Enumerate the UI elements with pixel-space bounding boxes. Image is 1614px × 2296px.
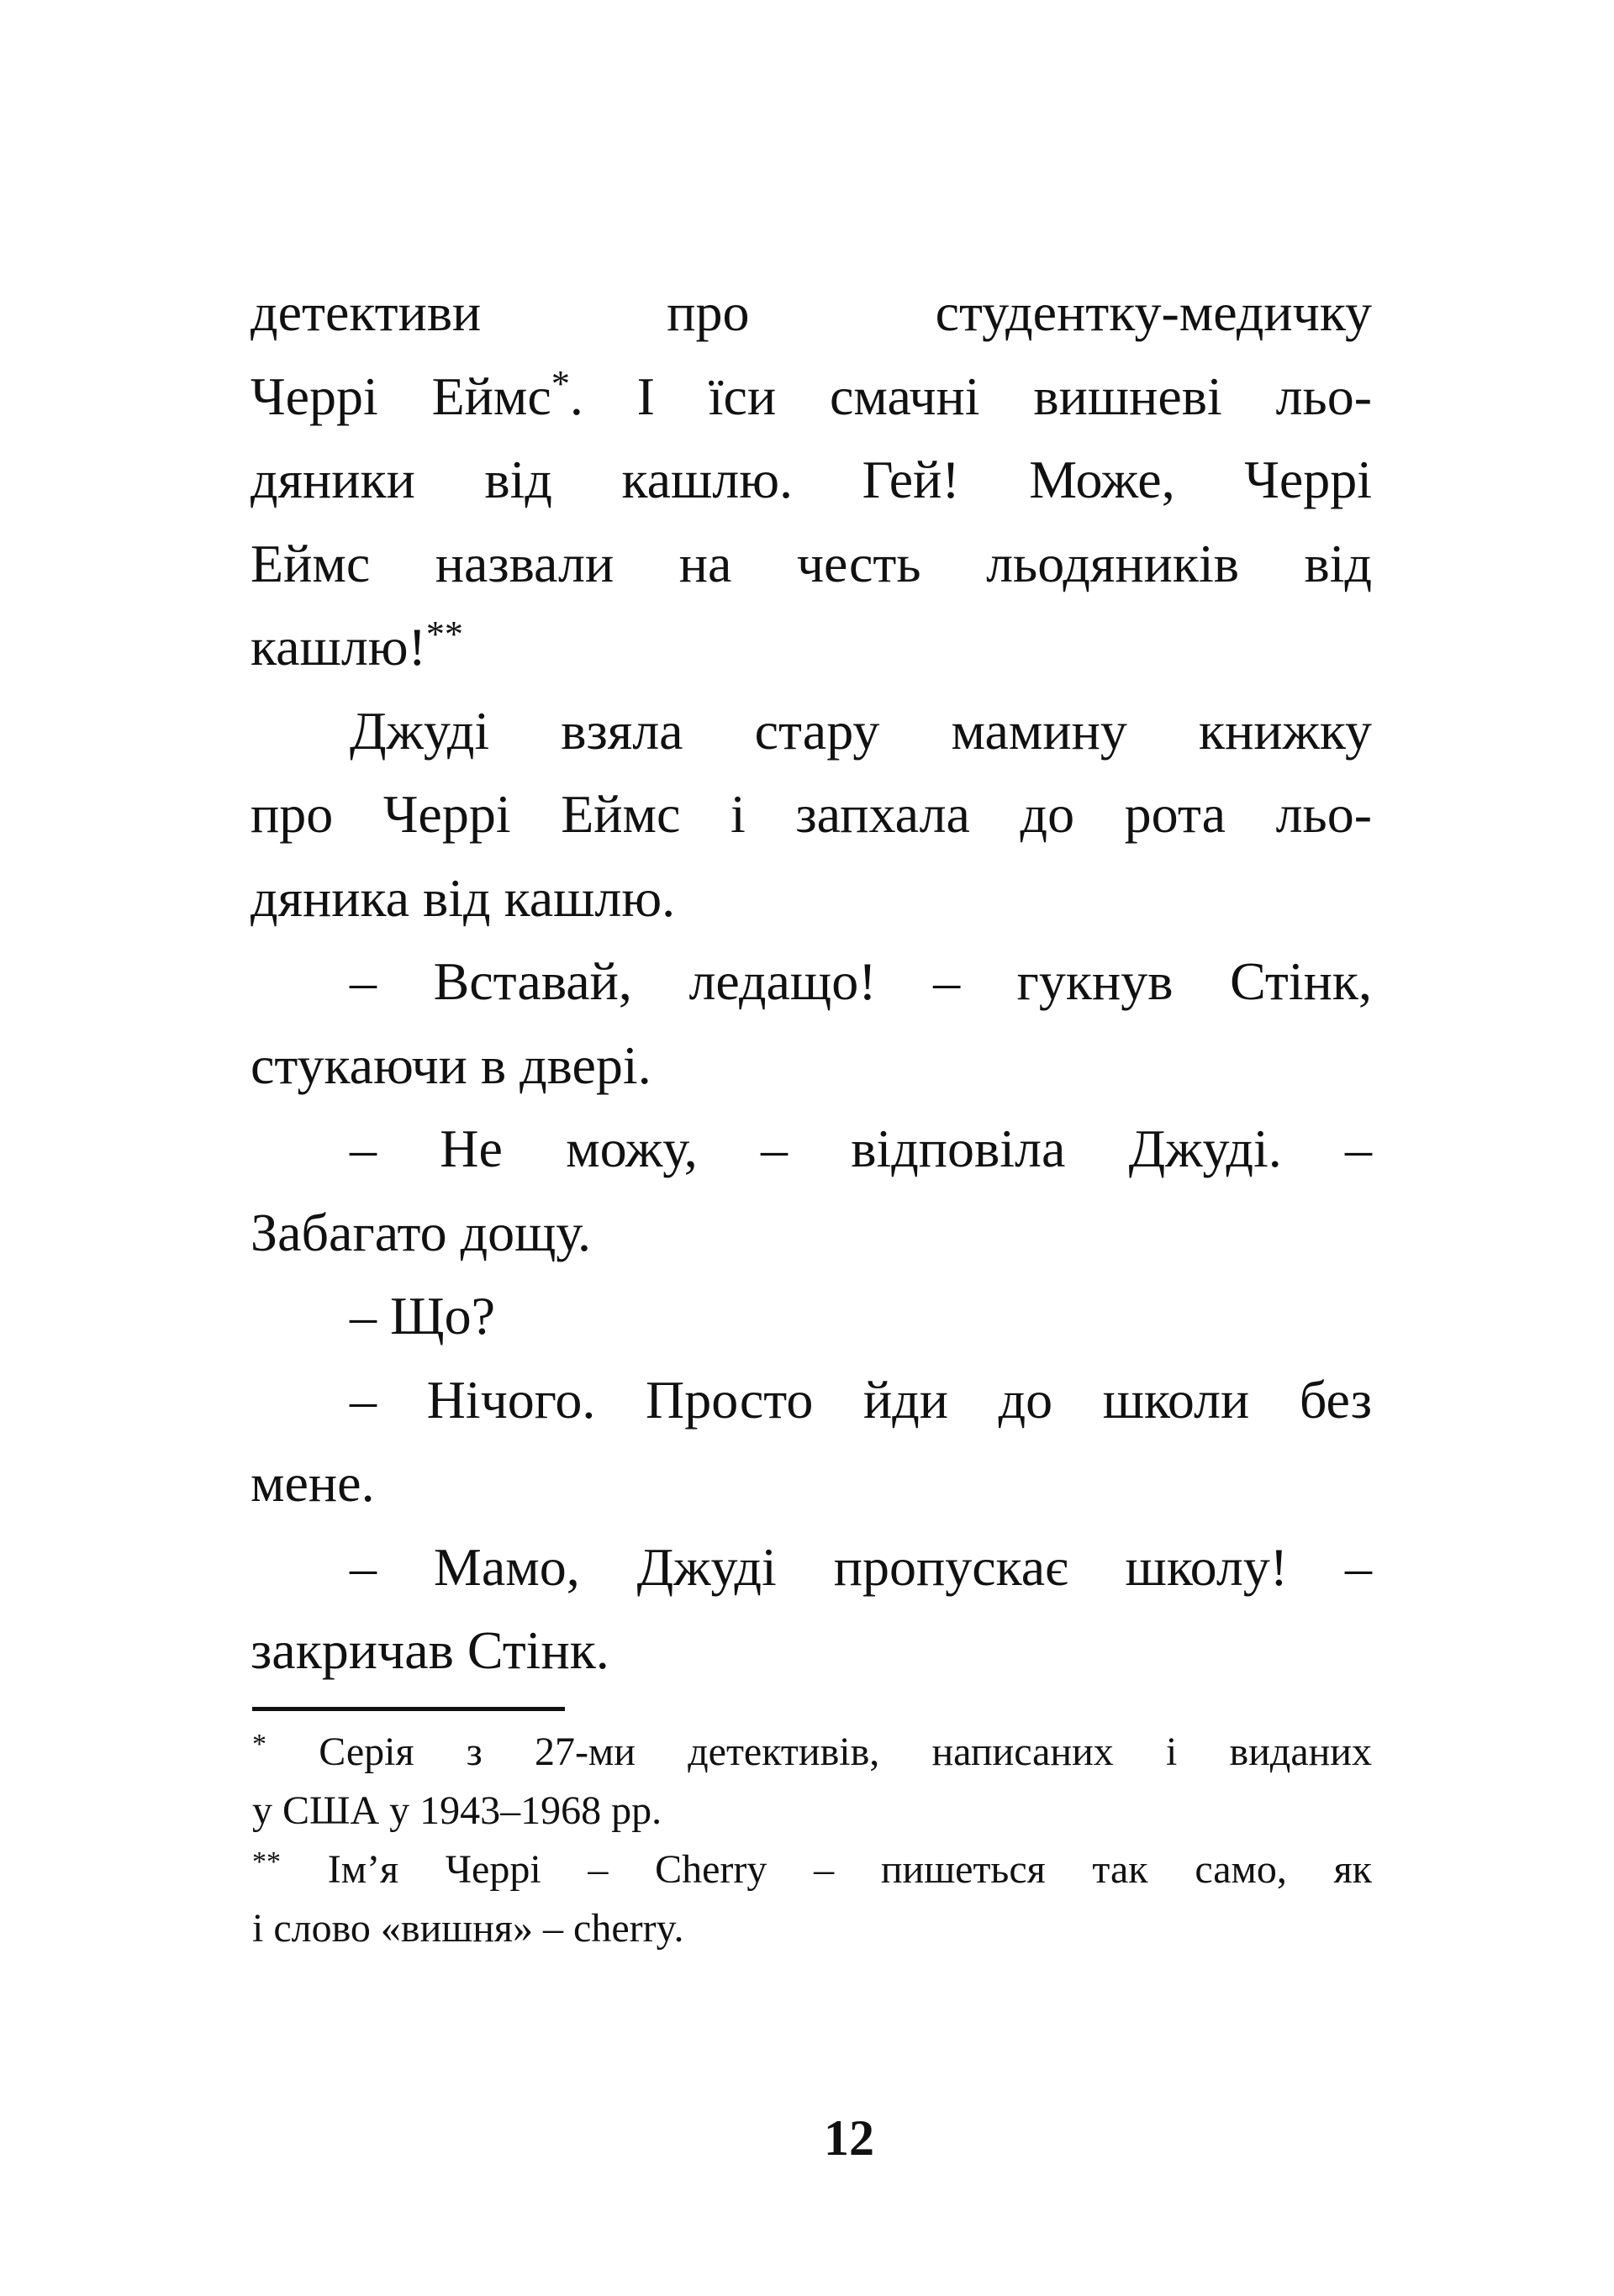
footnote-line xyxy=(252,1723,1372,1782)
text-run: дяники від кашлю. Гей! Може, Черрі xyxy=(251,450,1372,509)
text-run: про Черрі Еймс і запхала до рота льо- xyxy=(251,784,1372,844)
text-run: мене. xyxy=(251,1453,375,1513)
text-run: – Вставай, ледащо! – гукнув Стінк, xyxy=(350,951,1372,1011)
text-run: Черрі Еймс xyxy=(251,366,551,426)
footnote-marker: ** xyxy=(252,1846,281,1877)
text-line xyxy=(251,772,1372,856)
text-line xyxy=(251,271,1372,355)
text-run: – Нічого. Просто йди до школи без xyxy=(350,1369,1372,1430)
text-run: і слово «вишня» – cherry. xyxy=(252,1906,684,1951)
text-line xyxy=(251,605,1372,689)
text-run: . І їси смачні вишневі льо- xyxy=(569,366,1373,426)
text-line xyxy=(251,1441,1372,1525)
text-line xyxy=(251,940,1372,1024)
footnote-line xyxy=(252,1782,1372,1840)
text-line xyxy=(251,1274,1372,1358)
text-run: стукаючи в двері. xyxy=(251,1035,651,1095)
footnote-marker: * xyxy=(252,1729,266,1760)
text-line xyxy=(251,1024,1372,1108)
text-run: Забагато дощу. xyxy=(251,1202,591,1262)
text-run: Джуді взяла стару мамину книжку xyxy=(350,700,1372,761)
text-line xyxy=(251,522,1372,606)
text-line xyxy=(251,689,1372,773)
text-line xyxy=(251,355,1372,439)
text-line xyxy=(251,1191,1372,1275)
text-line xyxy=(251,1525,1372,1609)
footnotes xyxy=(252,1723,1372,1958)
footnote-marker: * xyxy=(551,362,570,404)
text-run: кашлю! xyxy=(251,617,426,677)
text-line xyxy=(251,856,1372,940)
text-run: закричав Стінк. xyxy=(251,1620,609,1680)
text-run: Серія з 27-ми детективів, написаних і виданих xyxy=(266,1730,1372,1774)
footnote-line xyxy=(252,1840,1372,1899)
text-run: Еймс назвали на честь льодяників від xyxy=(251,533,1372,593)
text-run: – Що? xyxy=(350,1286,495,1345)
footnote-line xyxy=(252,1899,1372,1958)
text-run: – Мамо, Джуді пропускає школу! – xyxy=(350,1536,1372,1597)
text-run: – Не можу, – відповіла Джуді. – xyxy=(350,1119,1372,1178)
footnote-divider xyxy=(252,1707,565,1711)
footnote-marker: ** xyxy=(425,613,463,655)
text-run: у США у 1943–1968 рр. xyxy=(252,1788,662,1833)
text-run: дяника від кашлю. xyxy=(251,867,676,928)
text-line xyxy=(251,438,1372,522)
text-line xyxy=(251,1358,1372,1442)
text-line xyxy=(251,1609,1372,1693)
text-run: детективи про студентку-медичку xyxy=(251,282,1372,342)
text-line xyxy=(251,1107,1372,1191)
body-text xyxy=(251,271,1372,1693)
page-number: 12 xyxy=(824,2110,874,2166)
text-run: Ім’я Черрі – Cherry – пишеться так само, як xyxy=(281,1847,1372,1892)
